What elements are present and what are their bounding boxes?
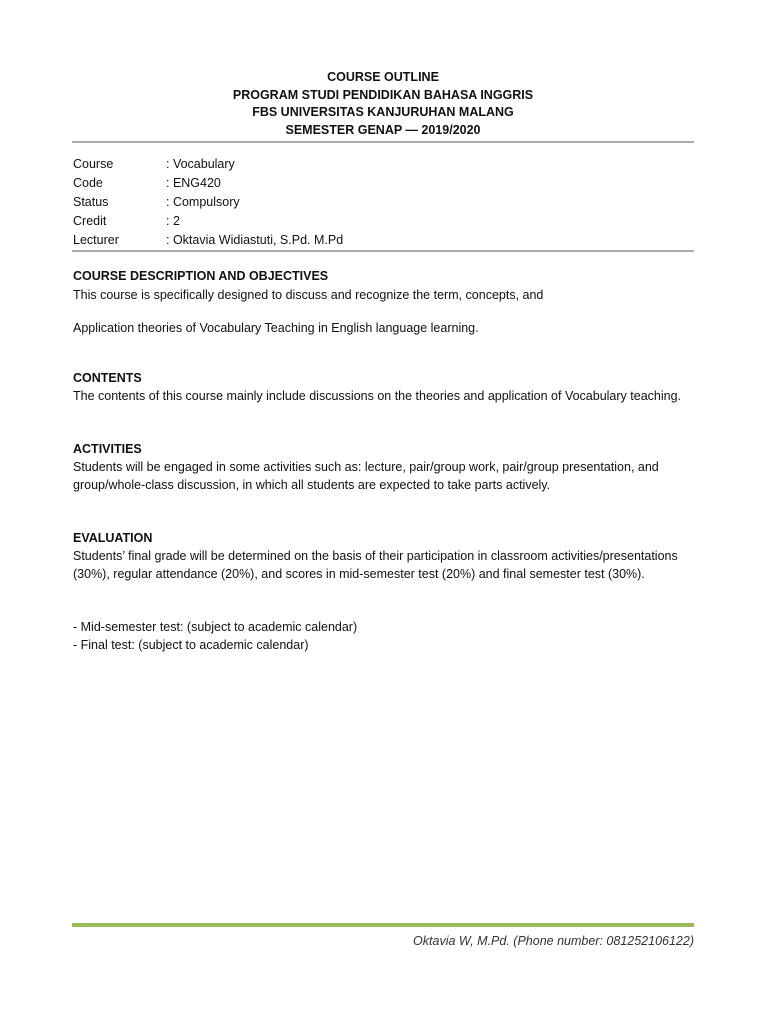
info-value: : Compulsory <box>166 195 240 209</box>
header-university: FBS UNIVERSITAS KANJURUHAN MALANG <box>252 105 514 119</box>
info-row-lecturer <box>73 231 343 250</box>
info-value: : Oktavia Widiastuti, S.Pd. M.Pd <box>166 233 344 247</box>
info-divider <box>72 250 694 252</box>
document-header <box>72 69 694 139</box>
header-program: PROGRAM STUDI PENDIDIKAN BAHASA INGGRIS <box>232 87 534 102</box>
footer-contact: Oktavia W, M.Pd. (Phone number: 081252106122) <box>413 934 694 948</box>
contents-text: The contents of this course mainly include discussions on the theories and application of Vocabulary teaching. <box>73 389 682 403</box>
info-label: Credit <box>73 214 107 228</box>
evaluation-text: Students’ final grade will be determined on the basis of their participation in classroom activities/presentations (30%), regular attendance (20%), and scores in mid-semester test (20%) and final semester test (30%). <box>73 549 678 581</box>
header-title: COURSE OUTLINE <box>327 70 439 84</box>
info-label: Lecturer <box>73 233 119 247</box>
contents-heading: CONTENTS <box>73 371 142 385</box>
course-info <box>73 155 343 250</box>
description-heading: COURSE DESCRIPTION AND OBJECTIVES <box>73 269 329 283</box>
info-label: Status <box>73 195 109 209</box>
info-row-course <box>73 155 343 174</box>
info-label: Course <box>73 157 114 171</box>
info-label: Code <box>73 176 103 190</box>
info-value: : ENG420 <box>166 176 221 190</box>
activities-heading: ACTIVITIES <box>73 442 142 456</box>
header-semester: SEMESTER GENAP — 2019/2020 <box>285 122 481 137</box>
evaluation-heading: EVALUATION <box>73 531 153 545</box>
info-value: : 2 <box>166 214 180 228</box>
activities-text: Students will be engaged in some activities such as: lecture, pair/group work, pair/group presentation, and group/whole-class discussion, in which all students are expected to take parts actively. <box>73 460 659 492</box>
header-divider <box>72 141 694 143</box>
info-row-status <box>73 193 343 212</box>
evaluation-item-final: - Final test: (subject to academic calendar) <box>73 638 309 652</box>
info-value: : Vocabulary <box>166 157 235 171</box>
description-line-2: Application theories of Vocabulary Teaching in English language learning. <box>73 321 479 335</box>
evaluation-item-mid: - Mid-semester test: (subject to academic calendar) <box>73 620 358 634</box>
info-row-code <box>73 174 343 193</box>
description-line-1: This course is specifically designed to discuss and recognize the term, concepts, and <box>73 288 544 302</box>
footer-divider <box>72 923 694 927</box>
info-row-credit <box>73 212 343 231</box>
